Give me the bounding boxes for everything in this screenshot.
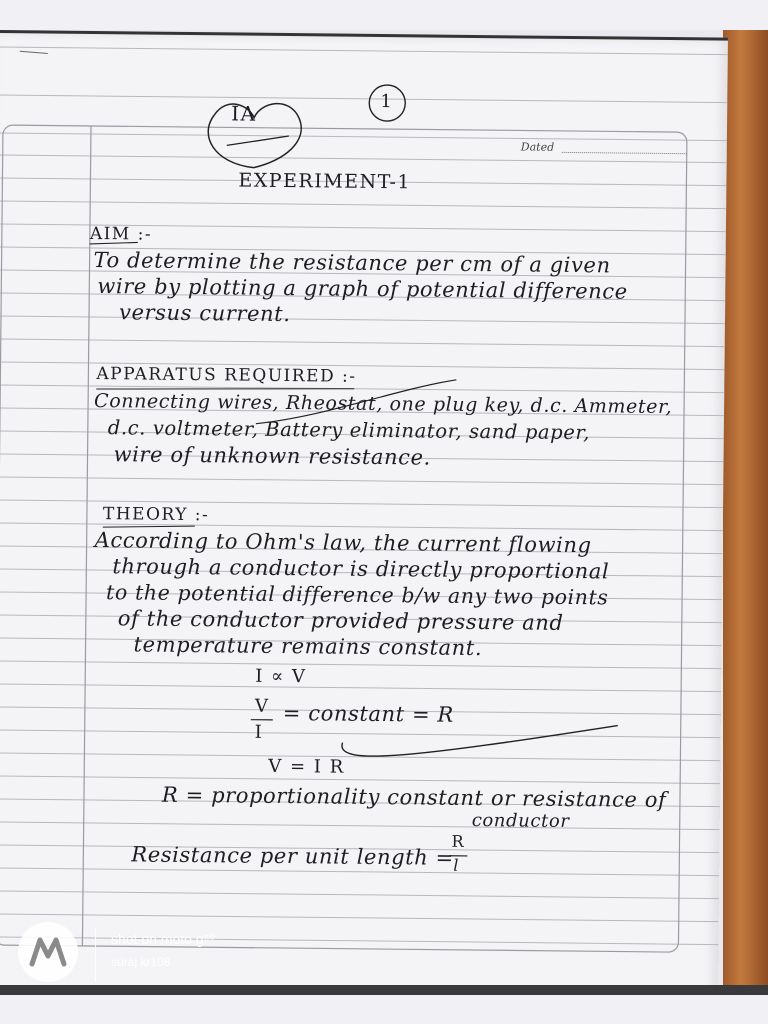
wooden-table-edge xyxy=(723,30,768,990)
experiment-title: EXPERIMENT-1 xyxy=(238,169,412,194)
theory-line-1: According to Ohm's law, the current flowing xyxy=(94,528,592,558)
theory-line-2: through a conductor is directly proportional xyxy=(112,554,610,584)
annotation-curve xyxy=(342,723,618,759)
resistance-per-length-den: l xyxy=(453,855,460,875)
dark-strip xyxy=(0,985,768,995)
ia-mark-text: IA xyxy=(231,101,257,126)
watermark-user-text: sūraj kr108 xyxy=(111,955,171,969)
aim-line-3: versus current. xyxy=(118,300,291,327)
equation-v-over-i-num: V xyxy=(254,695,270,717)
theory-line-3: to the potential difference b/w any two points xyxy=(105,580,609,610)
theory-line-5: temperature remains constant. xyxy=(133,632,483,661)
resistance-per-length-label: Resistance per unit length = xyxy=(131,842,454,870)
r-definition-line-1: R = proportionality constant or resistance of xyxy=(161,782,667,813)
aim-line-1: To determine the resistance per cm of a given xyxy=(93,247,611,278)
resistance-per-length-num: R xyxy=(451,831,466,851)
watermark-separator xyxy=(95,928,96,982)
apparatus-line-2: d.c. voltmeter, Battery eliminator, sand paper, xyxy=(107,416,591,445)
theory-line-4: of the conductor provided pressure and xyxy=(117,606,564,635)
equation-ohms-law: V = I R xyxy=(268,755,345,778)
notebook-page xyxy=(0,30,728,1001)
r-definition-line-2: conductor xyxy=(471,809,570,833)
page-number: 1 xyxy=(380,90,394,113)
apparatus-line-1: Connecting wires, Rheostat, one plug key, d.c. Ammeter, xyxy=(94,390,673,419)
theory-heading: THEORY :- xyxy=(102,504,210,526)
equation-v-over-i-den: I xyxy=(254,721,264,743)
background-top xyxy=(0,0,768,30)
background-bottom xyxy=(0,995,768,1024)
dated-label: Dated xyxy=(520,140,555,154)
equation-constant: = constant = R xyxy=(282,701,455,727)
apparatus-line-3: wire of unknown resistance. xyxy=(113,442,432,470)
equation-proportional: I ∝ V xyxy=(255,665,307,688)
aim-line-2: wire by plotting a graph of potential difference xyxy=(97,274,628,304)
motorola-logo-icon xyxy=(18,922,78,982)
aim-heading: AIM :- xyxy=(89,223,153,245)
apparatus-heading: APPARATUS REQUIRED :- xyxy=(96,364,357,387)
watermark-device-text: shot on moto g⁶⁰ xyxy=(111,931,215,947)
